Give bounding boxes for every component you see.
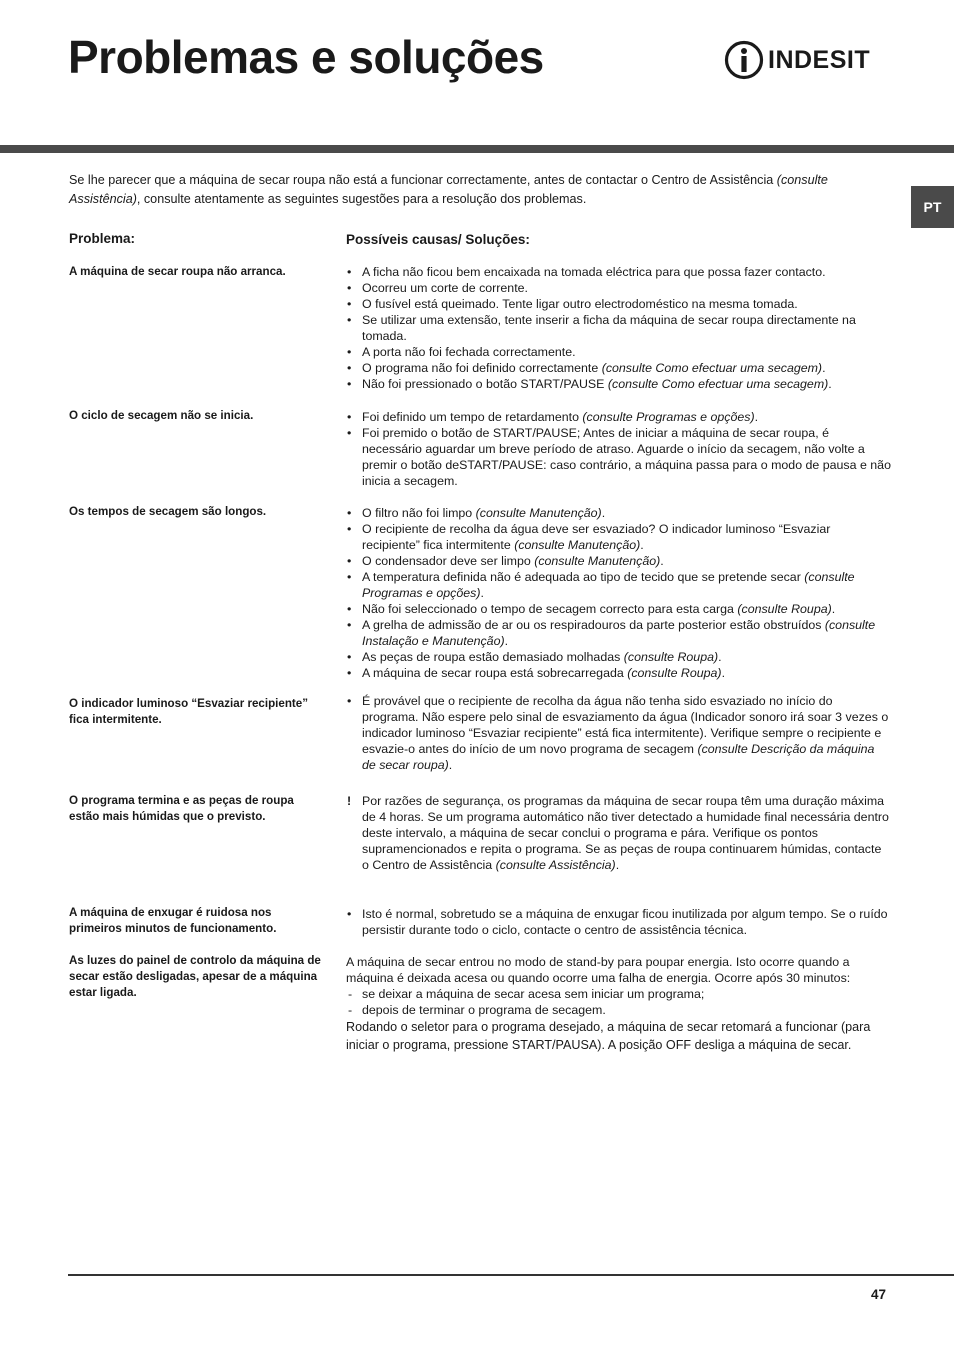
problem-column-header: Problema: xyxy=(69,231,136,246)
problem-item: As luzes do painel de controlo da máquina de secar estão desligadas, apesar de a máquina estar ligada. xyxy=(69,954,321,999)
solution-text: A porta não foi fechada correctamente. xyxy=(362,345,576,359)
solution-reference: (consulte Instalação e Manutenção) xyxy=(362,618,876,648)
solution-item xyxy=(346,409,891,425)
solution-reference: (consulte Manutenção) xyxy=(475,506,602,520)
solution-text: É provável que o recipiente de recolha da água não tenha sido esvaziado no início do programa. Não espere pelo sinal de esvaziamento da água (Indicador sonoro irá soar 3 vezes o indicador luminoso “Esvaziar recipiente” está fica intermitente). Verifique sempre o recipiente e esvazie-o antes do início de um novo programa de secagem xyxy=(362,694,889,756)
solution-text: Foi premido o botão de START/PAUSE; Antes de iniciar a máquina de secar roupa, é necessário aguardar um breve período de atraso. Aguarde o início da secagem, não volte a premir o botão deSTART/PAUSE: caso contrário, a máquina passa para o modo de pausa e não inicia a secagem. xyxy=(362,426,891,488)
solution-text: As peças de roupa estão demasiado molhadas xyxy=(362,650,624,664)
solutions-column-header: Possíveis causas/ Soluções: xyxy=(346,232,530,247)
solution-text: A grelha de admissão de ar ou os respiradouros da parte posterior estão obstruídos xyxy=(362,618,825,632)
solution-text: Foi definido um tempo de retardamento xyxy=(362,410,583,424)
problem-item: A máquina de secar roupa não arranca. xyxy=(69,265,286,278)
page-number: 47 xyxy=(870,1287,886,1302)
solution-reference: (consulte Roupa) xyxy=(623,650,719,664)
solution-item xyxy=(346,425,891,489)
intro-text-b: , consulte atentamente as seguintes sugestões para a resolução dos problemas. xyxy=(136,192,587,206)
problem-item: A máquina de enxugar é ruidosa nos primeiros minutos de funcionamento. xyxy=(69,906,277,935)
solution-reference: (consulte Manutenção) xyxy=(534,554,661,568)
solution-item xyxy=(346,649,891,665)
problem-item: Os tempos de secagem são longos. xyxy=(69,505,267,518)
solution-item xyxy=(346,665,891,681)
solution-item xyxy=(346,296,891,312)
solution-reference: (consulte Roupa) xyxy=(627,666,722,680)
resume-text-b: ). A posição xyxy=(597,1038,666,1052)
solution-item xyxy=(346,376,891,392)
solution-item xyxy=(346,264,891,280)
solution-text: A máquina de secar roupa está sobrecarregada xyxy=(362,666,628,680)
problem-item: O indicador luminoso “Esvaziar recipiente” fica intermitente. xyxy=(69,697,309,726)
problem-item: O programa termina e as peças de roupa estão mais húmidas que o previsto. xyxy=(69,794,294,823)
solution-item xyxy=(346,906,891,938)
solution-text: Por razões de segurança, os programas da máquina de secar roupa têm uma duração máxima de 4 horas. Se um programa automático não tiver detectado a humidade final necessária dentro deste intervalo, a máquina de secar conclui o programa e pára. Verifique os pontos supramencionados e repita o programa. Se as peças de roupa continuarem húmidas, contacte o Centro de Assistência xyxy=(362,794,889,872)
problem-item: O ciclo de secagem não se inicia. xyxy=(69,409,254,422)
solution-end: . xyxy=(828,377,832,391)
solution-item xyxy=(346,505,891,521)
solution-end: . xyxy=(480,586,484,600)
list-item: - depois de terminar o programa de secagem. xyxy=(346,1002,891,1018)
solution-end: . xyxy=(660,554,664,568)
solution-end: . xyxy=(448,758,453,772)
solution-item xyxy=(346,793,891,873)
standby-resume-instructions xyxy=(346,1018,886,1054)
brand-name: INDESIT xyxy=(768,45,871,74)
solution-item xyxy=(346,617,891,649)
solution-text: O condensador deve ser limpo xyxy=(362,554,535,568)
page-title: Problemas e soluções xyxy=(68,31,544,83)
solution-text: Se utilizar uma extensão, tente inserir a ficha da máquina de secar roupa directamente na tomada. xyxy=(362,313,856,343)
solution-end: . xyxy=(601,506,606,520)
solution-text: O recipiente de recolha da água deve ser esvaziado? O indicador luminoso “Esvaziar recipiente” fica intermitente xyxy=(362,522,831,552)
solution-end: . xyxy=(640,538,644,552)
resume-text-c: desliga a máquina de secar. xyxy=(691,1038,852,1052)
intro-paragraph xyxy=(69,171,869,209)
standby-conditions-list xyxy=(346,986,891,1018)
solution-reference: (consulte Assistência) xyxy=(495,858,616,872)
solution-text: Não foi pressionado o botão START/PAUSE xyxy=(362,377,608,391)
solution-end: . xyxy=(504,634,509,648)
solution-text: A ficha não ficou bem encaixada na tomada eléctrica para que possa fazer contacto. xyxy=(362,265,826,279)
solution-list xyxy=(346,264,891,392)
solution-text: Isto é normal, sobretudo se a máquina de enxugar ficou inutilizada por algum tempo. Se o ruído persistir durante todo o ciclo, contacte o centro de assistência técnica. xyxy=(362,907,888,937)
solution-reference: (consulte Manutenção) xyxy=(514,538,641,552)
solution-list xyxy=(346,693,891,773)
solution-item xyxy=(346,521,891,553)
solution-text: Não foi seleccionado o tempo de secagem correcto para esta carga xyxy=(362,602,738,616)
intro-text-a: Se lhe parecer que a máquina de secar roupa não está a funcionar correctamente, antes de contactar o Centro de Assistência xyxy=(69,173,774,187)
solution-item xyxy=(346,312,891,344)
solution-text: O filtro não foi limpo xyxy=(362,506,476,520)
solution-item xyxy=(346,601,891,617)
solution-item xyxy=(346,360,891,376)
resume-text-a: Rodando o seletor para o programa desejado, a máquina de secar retomará a funcionar (para iniciar o programa, pressione xyxy=(346,1020,871,1052)
header-divider xyxy=(0,145,954,153)
solution-item xyxy=(346,344,891,360)
solution-list xyxy=(346,906,891,938)
solution-end: . xyxy=(615,858,620,872)
language-tab: PT xyxy=(911,186,954,228)
solution-reference: (consulte Programas e opções) xyxy=(362,570,855,600)
start-pausa-key: START/PAUSA xyxy=(511,1038,598,1052)
list-item: - se deixar a máquina de secar acesa sem iniciar um programa; xyxy=(346,986,891,1002)
solution-reference: (consulte Como efectuar uma secagem) xyxy=(601,361,823,375)
solution-end: . xyxy=(721,666,726,680)
solution-end: . xyxy=(822,361,826,375)
solution-reference: (consulte Como efectuar uma secagem) xyxy=(607,377,829,391)
intro-reference: (consulte Assistência) xyxy=(69,173,828,206)
solution-text: O fusível está queimado. Tente ligar outro electrodoméstico na mesma tomada. xyxy=(362,297,798,311)
solution-reference: (consulte Descrição da máquina de secar roupa) xyxy=(362,742,875,772)
solution-end: . xyxy=(754,410,759,424)
solution-reference: (consulte Programas e opções) xyxy=(582,410,755,424)
solution-text: O programa não foi definido correctamente xyxy=(362,361,602,375)
solution-end: . xyxy=(718,650,722,664)
solution-reference: (consulte Roupa) xyxy=(737,602,832,616)
solution-text: A temperatura definida não é adequada ao tipo de tecido que se pretende secar xyxy=(362,570,805,584)
solution-text: Ocorreu um corte de corrente. xyxy=(362,281,528,295)
solution-item xyxy=(346,280,891,296)
indesit-logo xyxy=(724,38,888,82)
warning-note xyxy=(346,793,891,873)
solution-item xyxy=(346,693,891,773)
standby-explanation: A máquina de secar entrou no modo de stand-by para poupar energia. Isto ocorre quando a máquina é deixada acesa ou quando ocorre uma falha de energia. Ocorre após 30 minutos: xyxy=(346,955,851,985)
indesit-logo-icon xyxy=(724,40,764,80)
solution-item xyxy=(346,569,891,601)
off-key: OFF xyxy=(665,1038,692,1052)
solution-list xyxy=(346,409,891,489)
solution-list xyxy=(346,505,891,681)
solution-end: . xyxy=(831,602,836,616)
solution-item xyxy=(346,553,891,569)
footer-divider xyxy=(68,1274,954,1276)
